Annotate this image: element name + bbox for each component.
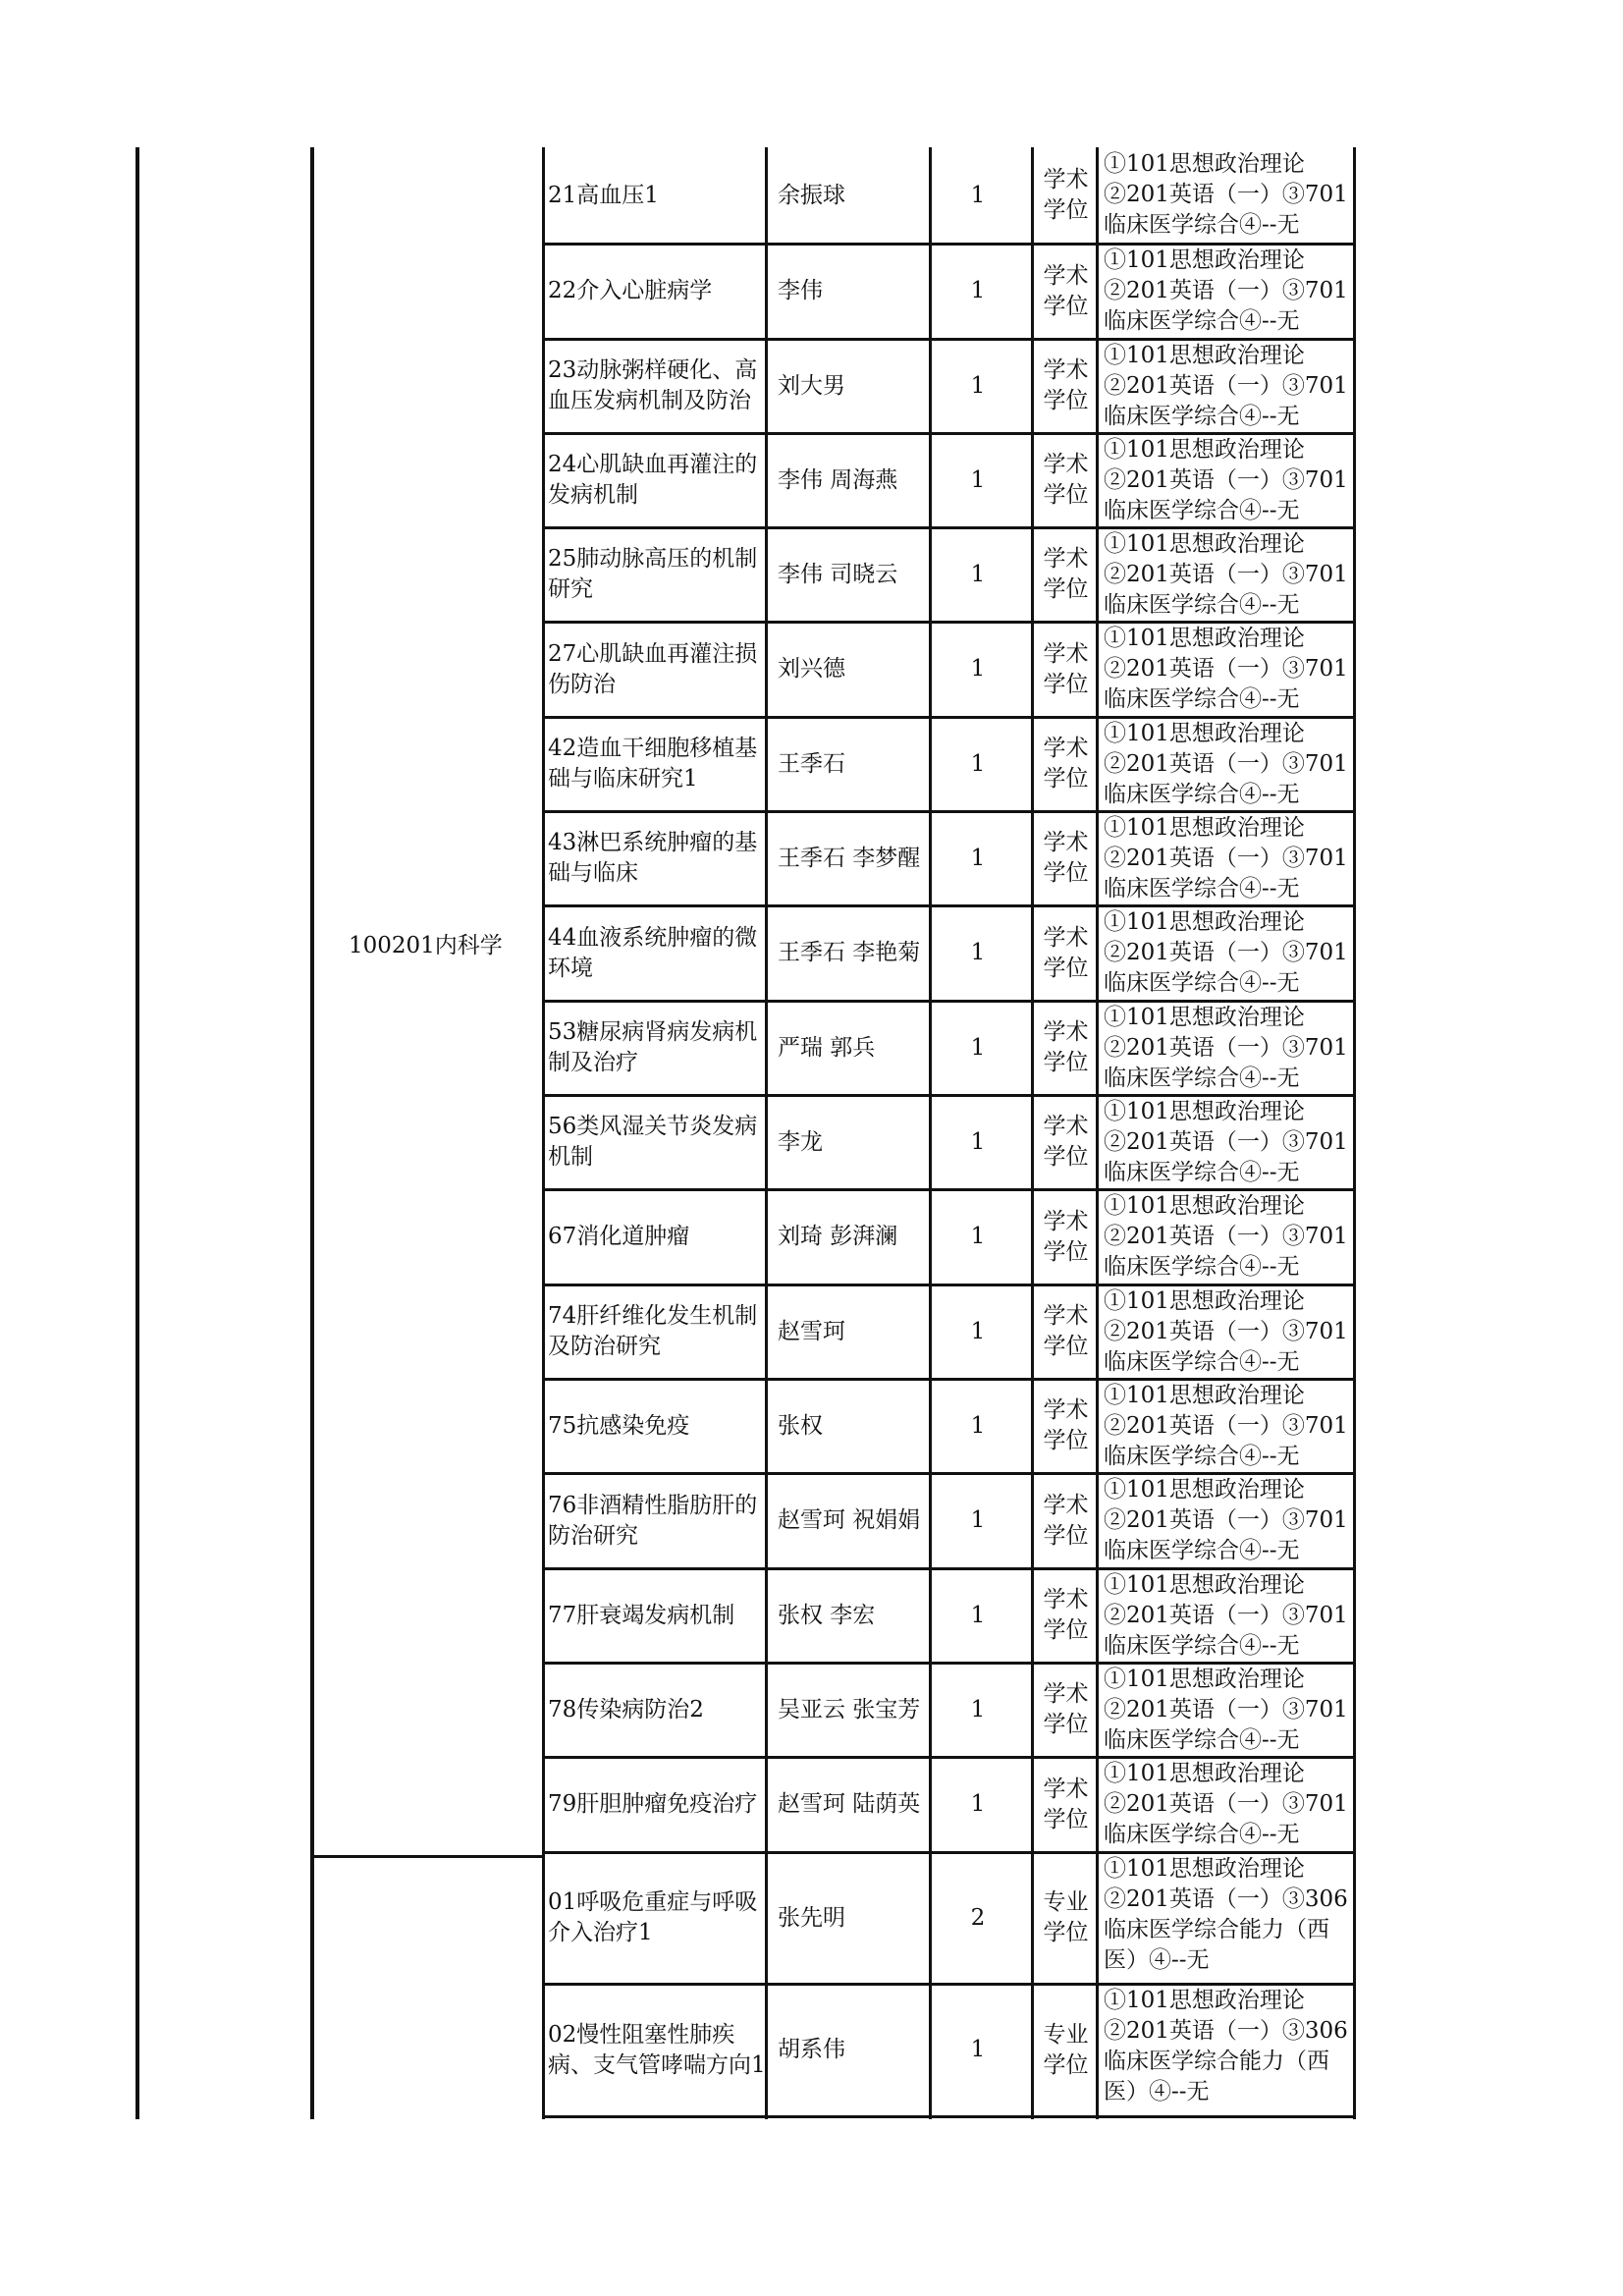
exam-subjects-cell	[1100, 1759, 1353, 1850]
research-direction-cell: 25肺动脉高压的机制研究	[548, 546, 758, 602]
research-direction-cell: 56类风湿关节炎发病机制	[548, 1114, 758, 1170]
quota-cell: 1	[970, 1412, 986, 1439]
degree-type-cell: 学术学位	[1043, 546, 1089, 602]
subjects-text: ①101思想政治理论②201英语（一）③306临床医学综合能力（西医）④--无	[1104, 1988, 1348, 2105]
quota-cell: 1	[970, 845, 986, 871]
tutor-cell: 刘琦 彭湃澜	[778, 1224, 898, 1249]
exam-subjects-cell	[1100, 1286, 1353, 1377]
subjects-text: ①101思想政治理论②201英语（一）③701临床医学综合④--无	[1104, 1383, 1348, 1469]
quota-cell: 1	[970, 1507, 986, 1533]
research-direction-cell: 78传染病防治2	[548, 1696, 704, 1722]
tutor-cell: 李伟	[778, 278, 823, 303]
quota-cell: 1	[970, 1791, 986, 1817]
subjects-text: ①101思想政治理论②201英语（一）③701临床医学综合④--无	[1104, 1288, 1348, 1375]
tutor-cell: 张权	[778, 1412, 823, 1439]
quota-cell: 1	[970, 182, 986, 208]
exam-subjects-cell	[1100, 1003, 1353, 1093]
exam-subjects-cell	[1100, 1475, 1353, 1566]
degree-type-cell: 学术学位	[1043, 1492, 1089, 1549]
degree-type-cell: 学术学位	[1043, 1681, 1089, 1737]
exam-subjects-cell	[1100, 1986, 1353, 2114]
research-direction-cell: 21高血压1	[548, 182, 659, 208]
degree-type-cell: 学术学位	[1043, 452, 1089, 508]
degree-type-cell: 学术学位	[1043, 830, 1089, 886]
quota-cell: 1	[970, 278, 986, 303]
tutor-cell: 李伟 周海燕	[778, 466, 898, 493]
research-direction-cell: 43淋巴系统肿瘤的基础与临床	[548, 830, 758, 886]
degree-type-cell: 学术学位	[1043, 640, 1089, 697]
quota-cell: 1	[970, 1696, 986, 1722]
exam-subjects-cell	[1100, 435, 1353, 525]
research-direction-cell: 74肝纤维化发生机制及防治研究	[548, 1303, 758, 1359]
subjects-text: ①101思想政治理论②201英语（一）③701临床医学综合④--无	[1104, 531, 1348, 618]
subjects-text: ①101思想政治理论②201英语（一）③701临床医学综合④--无	[1104, 247, 1348, 334]
research-direction-cell: 27心肌缺血再灌注损伤防治	[548, 640, 758, 697]
quota-cell: 1	[970, 1318, 986, 1344]
tutor-cell: 张权 李宏	[778, 1602, 876, 1628]
quota-cell: 2	[970, 1904, 986, 1931]
quota-cell: 1	[970, 750, 986, 777]
quota-cell: 1	[970, 1602, 986, 1628]
tutor-cell: 刘大男	[778, 372, 845, 399]
tutor-cell: 吴亚云 张宝芳	[778, 1696, 921, 1722]
quota-cell: 1	[970, 1128, 986, 1155]
subjects-text: ①101思想政治理论②201英语（一）③306临床医学综合能力（西医）④--无	[1104, 1856, 1348, 1973]
degree-type-cell: 学术学位	[1043, 1114, 1089, 1170]
exam-subjects-cell	[1100, 246, 1353, 337]
quota-cell: 1	[970, 656, 986, 682]
quota-cell: 1	[970, 2037, 986, 2062]
research-direction-cell: 42造血干细胞移植基础与临床研究1	[548, 736, 758, 792]
tutor-cell: 王季石	[778, 750, 845, 777]
degree-type-cell: 学术学位	[1043, 736, 1089, 792]
exam-subjects-cell	[1100, 1665, 1353, 1755]
research-direction-cell: 23动脉粥样硬化、高血压发病机制及防治	[548, 357, 758, 413]
tutor-cell: 张先明	[778, 1904, 845, 1931]
quota-cell: 1	[970, 1034, 986, 1061]
research-direction-cell: 22介入心脏病学	[548, 278, 713, 303]
degree-type-cell: 学术学位	[1043, 1303, 1089, 1359]
subjects-text: ①101思想政治理论②201英语（一）③701临床医学综合④--无	[1104, 1667, 1348, 1753]
exam-subjects-cell	[1100, 813, 1353, 903]
research-direction-cell: 77肝衰竭发病机制	[548, 1602, 735, 1628]
exam-subjects-cell	[1100, 719, 1353, 809]
subjects-text: ①101思想政治理论②201英语（一）③701临床医学综合④--无	[1104, 909, 1348, 996]
research-direction-cell: 02慢性阻塞性肺疾病、支气管哮喘方向1	[548, 2021, 766, 2078]
research-direction-cell: 75抗感染免疫	[548, 1412, 690, 1439]
major-label: 100201内科学	[349, 933, 503, 958]
row-divider	[542, 2115, 1355, 2118]
subjects-text: ①101思想政治理论②201英语（一）③701临床医学综合④--无	[1104, 151, 1348, 238]
tutor-cell: 王季石 李梦醒	[778, 845, 921, 871]
quota-cell: 1	[970, 561, 986, 587]
degree-type-cell: 学术学位	[1043, 924, 1089, 981]
tutor-cell: 王季石 李艳菊	[778, 940, 921, 965]
subjects-text: ①101思想政治理论②201英语（一）③701临床医学综合④--无	[1104, 626, 1348, 712]
subjects-text: ①101思想政治理论②201英语（一）③701临床医学综合④--无	[1104, 437, 1348, 523]
tutor-cell: 李龙	[778, 1128, 823, 1155]
research-direction-cell: 01呼吸危重症与呼吸介入治疗1	[548, 1889, 758, 1945]
exam-subjects-cell	[1100, 1381, 1353, 1471]
exam-subjects-cell	[1100, 1570, 1353, 1661]
subjects-text: ①101思想政治理论②201英语（一）③701临床医学综合④--无	[1104, 1761, 1348, 1847]
quota-cell: 1	[970, 466, 986, 493]
major-group-divider	[310, 1855, 542, 1858]
degree-type-cell: 学术学位	[1043, 357, 1089, 413]
subjects-text: ①101思想政治理论②201英语（一）③701临床医学综合④--无	[1104, 815, 1348, 902]
degree-type-cell: 专业学位	[1043, 1889, 1089, 1945]
quota-cell: 1	[970, 1224, 986, 1249]
tutor-cell: 赵雪珂	[778, 1318, 845, 1344]
degree-type-cell: 学术学位	[1043, 1776, 1089, 1832]
degree-type-cell: 专业学位	[1043, 2021, 1089, 2078]
tutor-cell: 胡系伟	[778, 2037, 845, 2062]
tutor-cell: 严瑞 郭兵	[778, 1034, 876, 1061]
exam-subjects-cell	[1100, 1191, 1353, 1283]
exam-subjects-cell	[1100, 624, 1353, 715]
subjects-text: ①101思想政治理论②201英语（一）③701临床医学综合④--无	[1104, 1099, 1348, 1185]
subjects-text: ①101思想政治理论②201英语（一）③701临床医学综合④--无	[1104, 1572, 1348, 1659]
exam-subjects-cell	[1100, 341, 1353, 431]
major-column-border	[310, 147, 314, 2119]
degree-type-cell: 学术学位	[1043, 167, 1089, 223]
research-direction-cell: 24心肌缺血再灌注的发病机制	[548, 452, 758, 508]
tutor-cell: 余振球	[778, 182, 845, 208]
degree-type-cell: 学术学位	[1043, 262, 1089, 319]
degree-type-cell: 学术学位	[1043, 1019, 1089, 1075]
right-border	[1353, 147, 1356, 2119]
exam-subjects-cell	[1100, 907, 1353, 999]
degree-type-cell: 学术学位	[1043, 1208, 1089, 1265]
research-direction-cell: 67消化道肿瘤	[548, 1224, 690, 1249]
subjects-text: ①101思想政治理论②201英语（一）③701临床医学综合④--无	[1104, 721, 1348, 807]
subjects-text: ①101思想政治理论②201英语（一）③701临床医学综合④--无	[1104, 343, 1348, 429]
subjects-text: ①101思想政治理论②201英语（一）③701临床医学综合④--无	[1104, 1477, 1348, 1563]
exam-subjects-cell	[1100, 529, 1353, 620]
quota-cell: 1	[970, 940, 986, 965]
exam-subjects-cell	[1100, 1097, 1353, 1187]
research-direction-cell: 76非酒精性脂肪肝的防治研究	[548, 1492, 758, 1549]
subjects-text: ①101思想政治理论②201英语（一）③701临床医学综合④--无	[1104, 1005, 1348, 1091]
exam-subjects-cell	[1100, 149, 1353, 242]
degree-type-cell: 学术学位	[1043, 1587, 1089, 1643]
tutor-cell: 赵雪珂 祝娟娟	[778, 1507, 921, 1533]
degree-type-cell: 学术学位	[1043, 1397, 1089, 1453]
research-direction-cell: 53糖尿病肾病发病机制及治疗	[548, 1019, 758, 1075]
tutor-cell: 赵雪珂 陆荫英	[778, 1791, 921, 1817]
outer-left-border	[135, 147, 139, 2119]
tutor-cell: 李伟 司晓云	[778, 561, 898, 587]
research-direction-cell: 44血液系统肿瘤的微环境	[548, 924, 758, 981]
tutor-cell: 刘兴德	[778, 656, 845, 682]
subjects-text: ①101思想政治理论②201英语（一）③701临床医学综合④--无	[1104, 1193, 1348, 1280]
exam-subjects-cell	[1100, 1854, 1353, 1982]
quota-cell: 1	[970, 372, 986, 399]
research-direction-cell: 79肝胆肿瘤免疫治疗	[548, 1791, 758, 1817]
